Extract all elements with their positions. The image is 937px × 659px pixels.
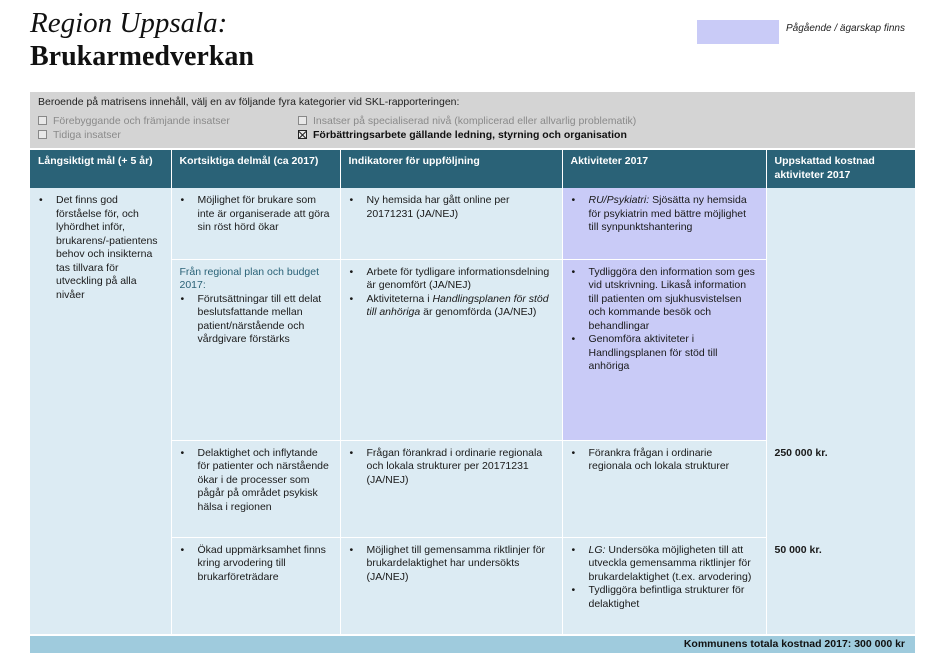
category-option-improvement[interactable] (298, 129, 627, 142)
activity-text: Sjösätta ny hemsida för psykiatrin med bättre möjlighet till synpunktshantering (588, 194, 747, 233)
longterm-goal-cell (30, 188, 171, 634)
table-header-row (30, 150, 915, 188)
activity-cell (562, 259, 766, 440)
column-header-activities: Aktiviteter 2017 (562, 150, 766, 188)
indicator-cell (340, 537, 562, 634)
indicator-cell (340, 188, 562, 259)
shortterm-goal: • Ökad uppmärksamhet finns kring arvodering till brukarföreträdare (180, 544, 332, 585)
goal-source-label: Från regional plan och budget 2017: (179, 265, 320, 291)
region-title: Region Uppsala: (30, 7, 228, 39)
longterm-goal: • Det finns god förståelse för, och lyhördhet inför, brukarens/-patientens behov och insikterna tas tillvara för utveckling på alla nivåer (38, 194, 163, 302)
activity (571, 194, 758, 235)
category-label: Förbättringsarbete gällande ledning, styrning och organisation (313, 129, 627, 141)
category-option-early[interactable] (38, 129, 121, 142)
activity: • Tydliggöra befintliga strukturer för delaktighet (571, 584, 758, 611)
shortterm-goal: • Delaktighet och inflytande för patienter och närstående ökar i de processer som pågår på området psykisk hälsa i regionen (180, 447, 332, 515)
category-label: Förebyggande och främjande insatser (53, 115, 230, 127)
activity-cell (562, 440, 766, 537)
activity: • Tydliggöra den information som ges vid utskrivning. Likaså information till patienten om sjukhusvistelsen och kommande besök och behandlingar (571, 266, 758, 334)
shortterm-goal-cell (171, 440, 340, 537)
activity-cell (562, 188, 766, 259)
indicator: • Frågan förankrad i ordinarie regionala och lokala strukturer per 20171231 (JA/NEJ) (349, 447, 554, 488)
indicator-cell (340, 259, 562, 440)
column-header-cost: Uppskattad kostnad aktiviteter 2017 (766, 150, 915, 188)
shortterm-goal-cell (171, 259, 340, 440)
indicator: • Ny hemsida har gått online per 20171231 (JA/NEJ) (349, 194, 554, 221)
checked-checkbox-icon[interactable] (298, 130, 307, 139)
cost-cell: 50 000 kr. (766, 537, 915, 634)
activity-owner: LG: (588, 543, 606, 556)
shortterm-goal-cell (171, 537, 340, 634)
indicator: • Arbete för tydligare informationsdelning är genomfört (JA/NEJ) (349, 266, 554, 293)
activity-cell (562, 537, 766, 634)
indicator: • Möjlighet till gemensamma riktlinjer för brukardelaktighet har undersökts (JA/NEJ) (349, 544, 554, 585)
shortterm-goal-cell (171, 188, 340, 259)
legend-swatch (697, 20, 779, 44)
category-label: Insatser på specialiserad nivå (komplicerad eller allvarlig problematik) (313, 115, 637, 127)
column-header-shortterm: Kortsiktiga delmål (ca 2017) (171, 150, 340, 188)
cost-cell (766, 259, 915, 440)
column-header-indicators: Indikatorer för uppföljning (340, 150, 562, 188)
page-title: Brukarmedverkan (30, 41, 254, 72)
activity: • Förankra frågan i ordinarie regionala och lokala strukturer (571, 447, 758, 474)
activity: • Genomföra aktiviteter i Handlingsplanen för stöd till anhöriga (571, 333, 758, 374)
activity-text: Undersöka möjligheten till att utveckla gemensamma riktlinjer för brukardelaktighet (t.ex. arvodering) (588, 543, 752, 583)
activity-owner: RU/Psykiatri: (588, 194, 650, 206)
action-plan-title: Handlingsplanen för stöd till anhöriga (366, 292, 549, 318)
legend-label: Pågående / ägarskap finns (786, 23, 905, 34)
category-label: Tidiga insatser (53, 129, 121, 141)
checkbox-icon[interactable] (38, 116, 47, 125)
total-cost-bar: Kommunens totala kostnad 2017: 300 000 kr (30, 636, 915, 653)
category-option-preventive[interactable] (38, 115, 230, 128)
matrix-table (30, 150, 916, 635)
indicator: • Aktiviteterna i Handlingsplanen för stöd till anhöriga är genomförda (JA/NEJ) (349, 293, 554, 320)
checkbox-icon[interactable] (298, 116, 307, 125)
table-row (30, 188, 915, 259)
column-header-longterm: Långsiktigt mål (+ 5 år) (30, 150, 171, 188)
category-option-specialized[interactable] (298, 115, 636, 128)
activity (571, 544, 758, 585)
cost-cell (766, 188, 915, 259)
cost-cell: 250 000 kr. (766, 440, 915, 537)
checkbox-icon[interactable] (38, 130, 47, 139)
indicator-cell (340, 440, 562, 537)
shortterm-goal: • Förutsättningar till ett delat beslutsfattande mellan patient/närstående och vårdgivare förstärks (180, 293, 332, 347)
shortterm-goal: • Möjlighet för brukare som inte är organiserade att göra sin röst hörd ökar (180, 194, 332, 235)
category-intro: Beroende på matrisens innehåll, välj en av följande fyra kategorier vid SKL-rapporteringen: (38, 96, 460, 108)
